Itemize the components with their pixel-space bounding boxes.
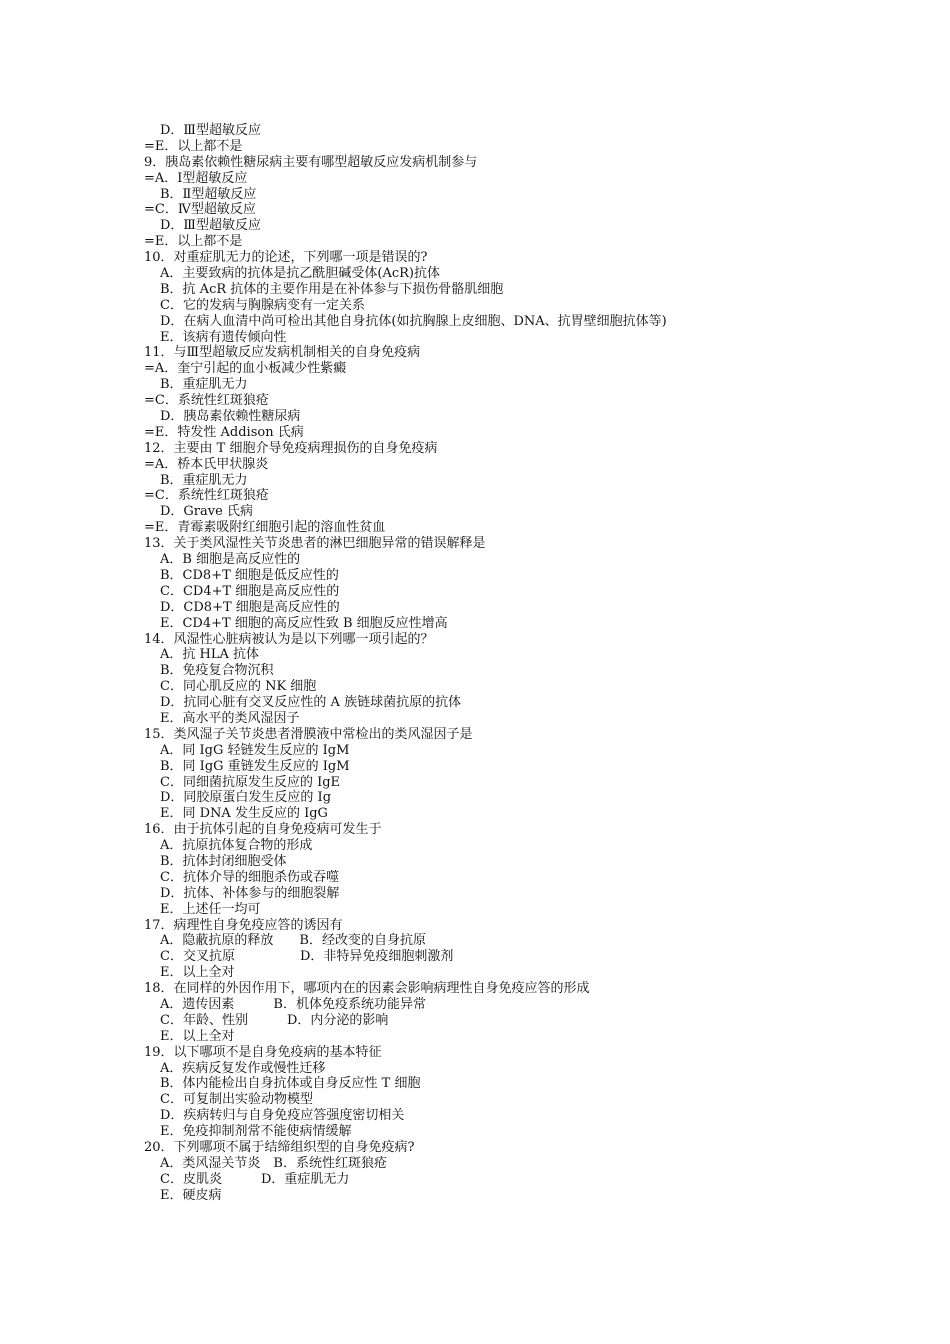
option-line: C．年龄、性别 D．内分泌的影响 <box>160 1012 389 1028</box>
marked-option-line: =C．系统性红斑狼疮 <box>144 488 269 504</box>
option-line: C．皮肌炎 D．重症肌无力 <box>160 1171 350 1187</box>
marked-option-line: =A．奎宁引起的血小板减少性紫癜 <box>144 361 347 377</box>
marked-option-line: =A．桥本氏甲状腺炎 <box>144 456 269 472</box>
option-line: D．Grave 氏病 <box>160 504 253 520</box>
option-line: E．高水平的类风湿因子 <box>160 710 300 726</box>
marked-option-line: =E．特发性 Addison 氏病 <box>144 424 304 440</box>
option-line: A．同 IgG 轻链发生反应的 IgM <box>160 742 350 758</box>
option-line: A．隐蔽抗原的释放 B．经改变的自身抗原 <box>160 933 426 949</box>
question-line: 13．关于类风湿性关节炎患者的淋巴细胞异常的错误解释是 <box>144 536 486 552</box>
option-line: E．硬皮病 <box>160 1187 222 1203</box>
option-line: C．同细菌抗原发生反应的 IgE <box>160 774 341 790</box>
question-line: 19．以下哪项不是自身免疫病的基本特征 <box>144 1044 382 1060</box>
option-line: E．该病有遗传倾向性 <box>160 329 287 345</box>
question-line: 12．主要由 T 细胞介导免疫病理损伤的自身免疫病 <box>144 440 438 456</box>
option-line: A．类风湿关节炎 B．系统性红斑狼疮 <box>160 1155 387 1171</box>
question-line: 10．对重症肌无力的论述，下列哪一项是错误的? <box>144 250 428 266</box>
question-line: 9．胰岛素依赖性糖尿病主要有哪型超敏反应发病机制参与 <box>144 154 478 170</box>
option-line: E．同 DNA 发生反应的 IgG <box>160 806 328 822</box>
option-line: B．CD8+T 细胞是低反应性的 <box>160 567 339 583</box>
marked-option-line: =E．青霉素吸附红细胞引起的溶血性贫血 <box>144 520 386 536</box>
option-line: C．同心肌反应的 NK 细胞 <box>160 679 317 695</box>
option-line: B．体内能检出自身抗体或自身反应性 T 细胞 <box>160 1076 421 1092</box>
marked-option-line: =C．系统性红斑狼疮 <box>144 393 269 409</box>
option-line: D．Ⅲ型超敏反应 <box>160 218 261 234</box>
marked-option-line: =E．以上都不是 <box>144 234 243 250</box>
option-line: B．同 IgG 重链发生反应的 IgM <box>160 758 350 774</box>
option-line: B．抗体封闭细胞受体 <box>160 853 287 869</box>
document-body <box>144 123 864 1204</box>
option-line: A．B 细胞是高反应性的 <box>160 552 301 568</box>
option-line: D．Ⅲ型超敏反应 <box>160 123 261 138</box>
option-line: B．Ⅱ型超敏反应 <box>160 186 257 202</box>
option-line: C．CD4+T 细胞是高反应性的 <box>160 583 340 599</box>
option-line: D．在病人血清中尚可检出其他自身抗体(如抗胸腺上皮细胞、DNA、抗胃壁细胞抗体等) <box>160 313 667 329</box>
option-line: D．疾病转归与自身免疫应答强度密切相关 <box>160 1108 405 1124</box>
question-line: 11．与Ⅲ型超敏反应发病机制相关的自身免疫病 <box>144 345 421 361</box>
question-line: 17．病理性自身免疫应答的诱因有 <box>144 917 343 933</box>
option-line: A．抗原抗体复合物的形成 <box>160 838 313 854</box>
option-line: D．抗同心脏有交叉反应性的 A 族链球菌抗原的抗体 <box>160 695 462 711</box>
question-line: 15．类风湿子关节炎患者滑膜液中常检出的类风湿因子是 <box>144 726 473 742</box>
option-line: E．CD4+T 细胞的高反应性致 B 细胞反应性增高 <box>160 615 448 631</box>
option-line: E．免疫抑制剂常不能使病情缓解 <box>160 1124 352 1140</box>
option-line: C．抗体介导的细胞杀伤或吞噬 <box>160 869 339 885</box>
option-line: C．交叉抗原 D．非特异免疫细胞刺激剂 <box>160 949 454 965</box>
option-line: B．重症肌无力 <box>160 377 248 393</box>
option-line: E．以上全对 <box>160 1028 235 1044</box>
option-line: D．同胶原蛋白发生反应的 Ig <box>160 790 332 806</box>
option-line: D．CD8+T 细胞是高反应性的 <box>160 599 340 615</box>
question-line: 18．在同样的外因作用下，哪项内在的因素会影响病理性自身免疫应答的形成 <box>144 981 590 997</box>
marked-option-line: =C．Ⅳ型超敏反应 <box>144 202 256 218</box>
marked-option-line: =A．Ⅰ型超敏反应 <box>144 170 248 186</box>
option-line: C．可复制出实验动物模型 <box>160 1092 313 1108</box>
option-line: E．以上全对 <box>160 965 235 981</box>
option-line: E．上述任一均可 <box>160 901 261 917</box>
question-line: 16．由于抗体引起的自身免疫病可发生于 <box>144 822 382 838</box>
option-line: B．重症肌无力 <box>160 472 248 488</box>
option-line: A．主要致病的抗体是抗乙酰胆碱受体(AcR)抗体 <box>160 266 440 282</box>
option-line: A．遗传因素 B．机体免疫系统功能异常 <box>160 996 426 1012</box>
option-line: B．抗 AcR 抗体的主要作用是在补体参与下损伤骨骼肌细胞 <box>160 281 504 297</box>
question-line: 20．下列哪项不属于结缔组织型的自身免疫病? <box>144 1140 415 1155</box>
option-line: B．免疫复合物沉积 <box>160 663 274 679</box>
option-line: A．疾病反复发作或慢性迁移 <box>160 1060 326 1076</box>
question-line: 14．风湿性心脏病被认为是以下列哪一项引起的？ <box>144 631 434 647</box>
option-line: D．胰岛素依赖性糖尿病 <box>160 409 301 425</box>
option-line: A．抗 HLA 抗体 <box>160 647 260 663</box>
option-line: C．它的发病与胸腺病变有一定关系 <box>160 297 365 313</box>
option-line: D．抗体、补体参与的细胞裂解 <box>160 885 340 901</box>
marked-option-line: =E．以上都不是 <box>144 138 243 154</box>
